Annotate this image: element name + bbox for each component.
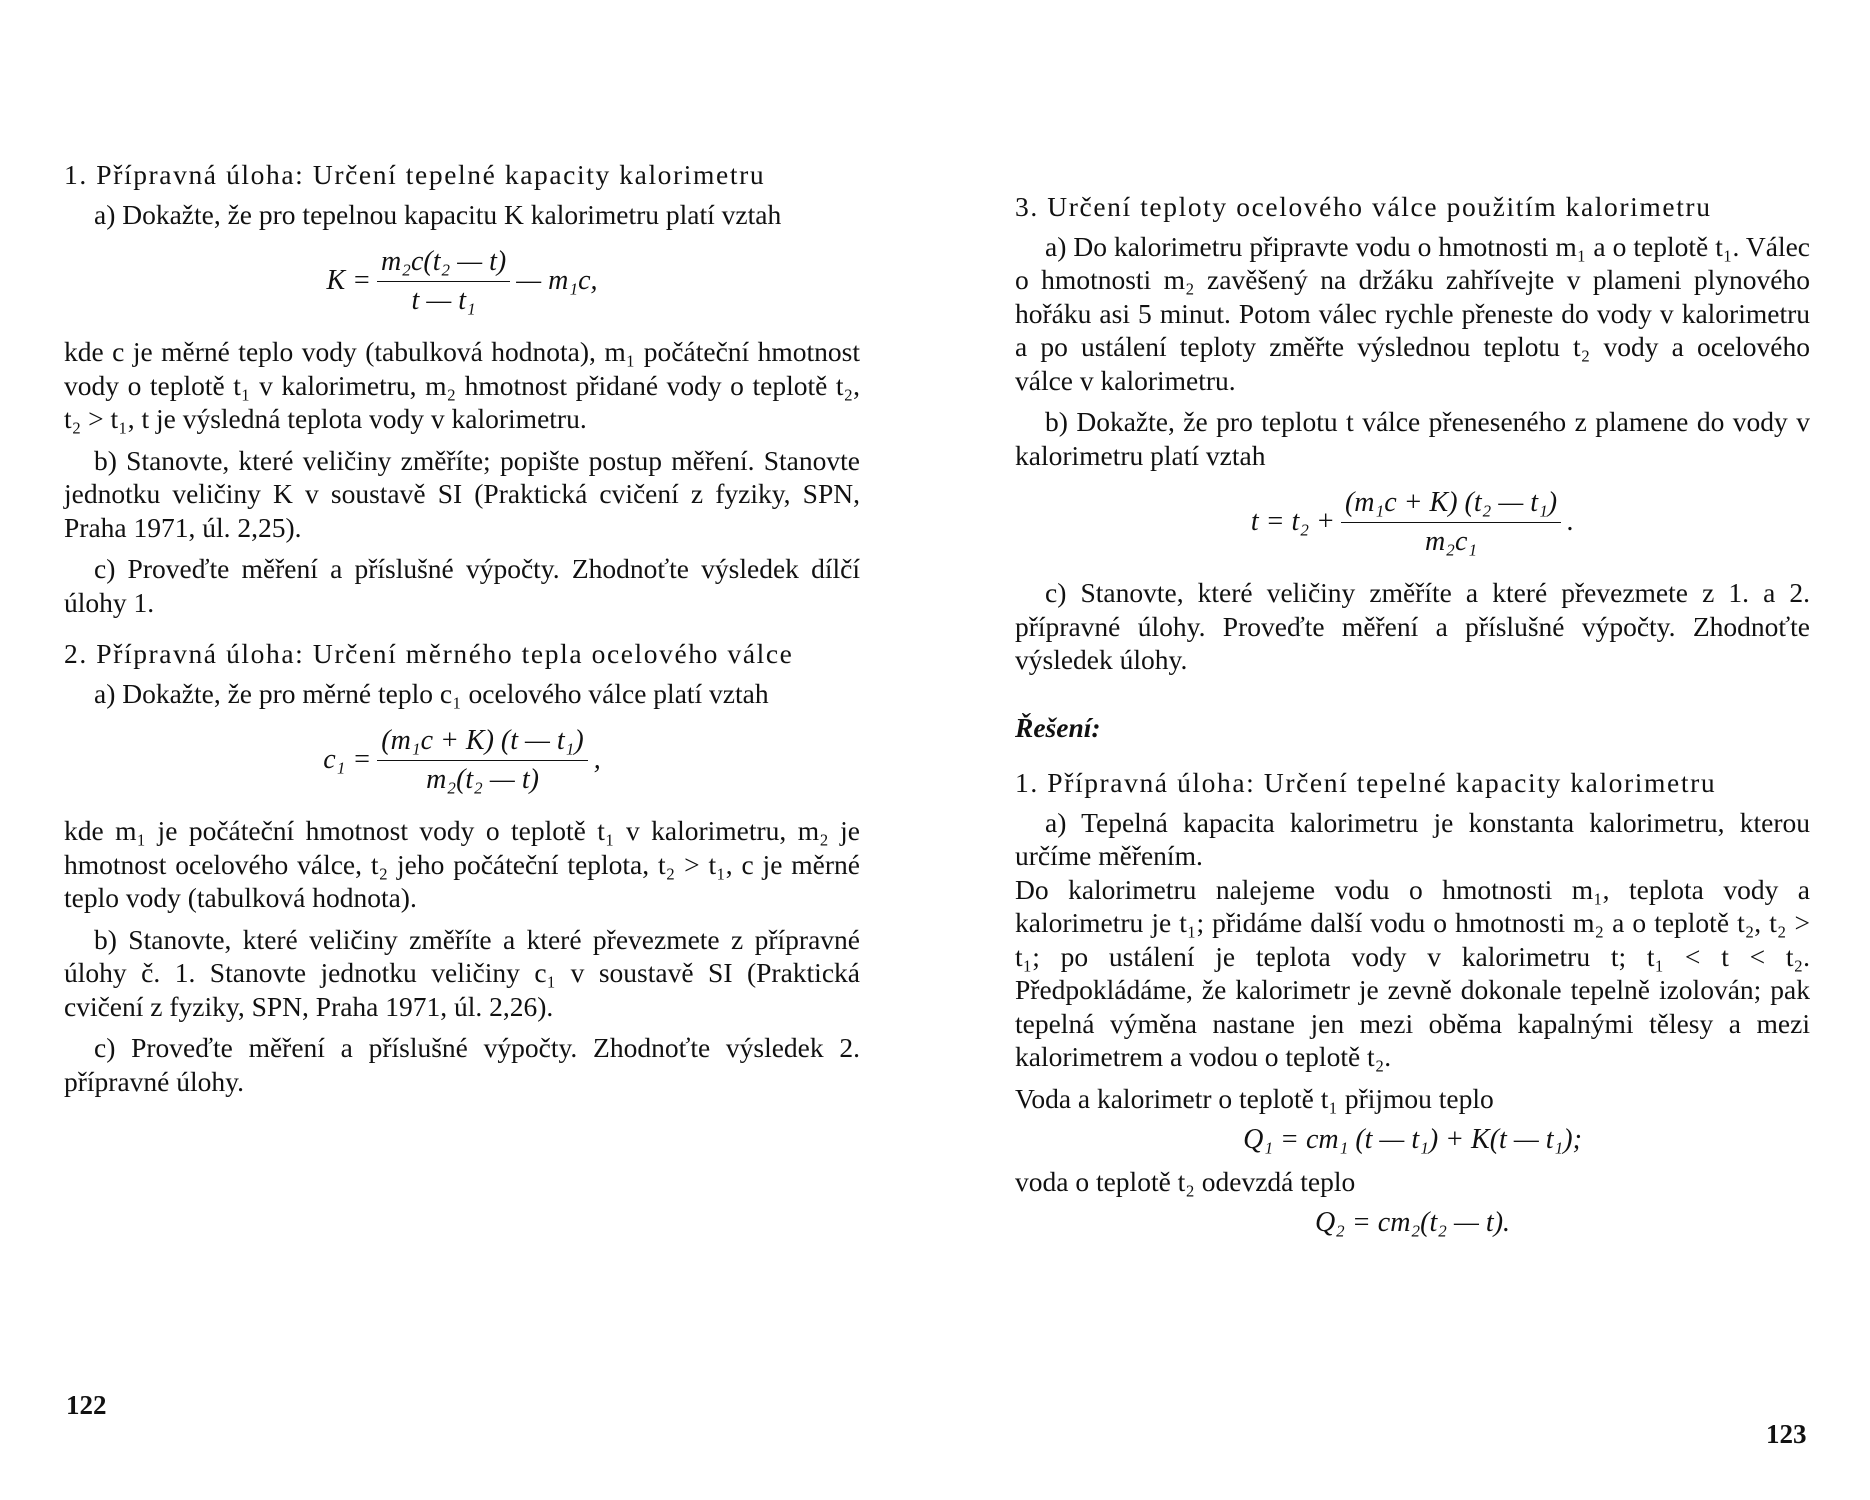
formula-t	[1015, 486, 1810, 558]
solution1-part-a: a) Tepelná kapacita kalorimetru je konstanta kalorimetru, kterou určíme měřením.	[1015, 806, 1810, 871]
formula-q2	[1015, 1206, 1810, 1240]
formula-t-rhs: .	[1567, 506, 1575, 538]
formula-k-fraction	[377, 245, 510, 317]
solution1-text: Do kalorimetru nalejeme vodu o hmotnosti m₁, teplota vody a kalorimetru je t₁; přidáme další vodu o hmotnosti m₂ a o teplotě t₂, t₂ > t₁; po ustálení je teplota vody v kalorimetru t; t₁ < t < t₂. Předpokládáme, že kalorimetr je zevně dokonale tepelně izolován; pak tepelná výměna nastane jen mezi oběma kapalnými tělesy a mezi kalorimetrem a vodou o teplotě t₂.	[1015, 873, 1810, 1072]
formula-t-denominator: m₂c₁	[1424, 525, 1478, 557]
formula-q1	[1015, 1123, 1810, 1157]
page-number-right: 123	[1766, 1419, 1807, 1449]
formula-c1-denominator: m₂(t₂ — t)	[426, 763, 539, 795]
formula-c1-lhs: c₁ =	[323, 744, 372, 776]
task1-part-c: c) Proveďte měření a příslušné výpočty. Zhodnoťte výsledek dílčí úlohy 1.	[64, 553, 860, 618]
formula-t-numerator: (m₁c + K) (t₂ — t₁)	[1341, 486, 1561, 523]
task3-heading: 3. Určení teploty ocelového válce použitím kalorimetru	[1015, 191, 1712, 222]
solution1-q1-intro: Voda a kalorimetr o teplotě t₁ přijmou teplo	[1015, 1082, 1494, 1114]
task2-part-b: b) Stanovte, které veličiny změříte a které převezmete z přípravné úlohy č. 1. Stanovte jednotku veličiny c₁ v soustavě SI (Praktická cvičení z fyziky, SPN, Praha 1971, úl. 2,26).	[64, 923, 860, 1022]
formula-q2-text: Q₂ = cm₂(t₂ — t).	[1314, 1207, 1511, 1238]
task1-explanation: kde c je měrné teplo vody (tabulková hodnota), m₁ počáteční hmotnost vody o teplotě t₁ v kalorimetru, m₂ hmotnost přidané vody o teplotě t₂, t₂ > t₁, t je výsledná teplota vody v kalorimetru.	[64, 336, 860, 434]
task3-part-a: a) Do kalorimetru připravte vodu o hmotnosti m₁ a o teplotě t₁. Válec o hmotnosti m₂ zavěšený na držáku zahřívejte v plameni plynového hořáku asi 5 minut. Potom válec rychle přeneste do vody v kalorimetru a po ustálení teploty změřte výslednou teplotu t₂ vody a ocelového válce v kalorimetru.	[1015, 230, 1810, 396]
formula-c1-rhs: ,	[593, 744, 601, 776]
task2-part-c: c) Proveďte měření a příslušné výpočty. Zhodnoťte výsledek 2. přípravné úlohy.	[64, 1032, 860, 1097]
formula-c1-fraction	[377, 724, 587, 796]
formula-t-fraction	[1341, 486, 1561, 558]
formula-k-rhs: — m₁c,	[516, 265, 598, 297]
formula-c1-numerator: (m₁c + K) (t — t₁)	[377, 724, 587, 761]
task3-part-b: b) Dokažte, že pro teplotu t válce přeneseného z plamene do vody v kalorimetru platí vztah	[1015, 406, 1810, 471]
task2-heading: 2. Přípravná úloha: Určení měrného tepla ocelového válce	[64, 638, 794, 669]
task1-heading: 1. Přípravná úloha: Určení tepelné kapacity kalorimetru	[64, 159, 766, 190]
formula-k-lhs: K =	[326, 265, 372, 297]
formula-k-numerator: m₂c(t₂ — t)	[377, 245, 510, 282]
formula-t-lhs: t = t₂ +	[1250, 506, 1335, 538]
right-column	[1015, 190, 1810, 1248]
right-page	[935, 0, 1870, 1500]
formula-k-denominator: t — t₁	[411, 284, 476, 316]
task3-part-c: c) Stanovte, které veličiny změříte a které převezmete z 1. a 2. přípravné úlohy. Proveďte měření a příslušné výpočty. Zhodnoťte výsledek úlohy.	[1015, 577, 1810, 675]
task1-part-b: b) Stanovte, které veličiny změříte; popište postup měření. Stanovte jednotku veličiny K v soustavě SI (Praktická cvičení z fyziky, SPN, Praha 1971, úl. 2,25).	[64, 444, 860, 543]
formula-c1	[64, 724, 860, 796]
task1-part-a: a) Dokažte, že pro tepelnou kapacitu K kalorimetru platí vztah	[94, 198, 782, 230]
solution1-heading: 1. Přípravná úloha: Určení tepelné kapacity kalorimetru	[1015, 767, 1717, 798]
task2-part-a: a) Dokažte, že pro měrné teplo c₁ ocelového válce platí vztah	[94, 677, 769, 709]
left-column	[64, 158, 860, 1106]
formula-q1-text: Q₁ = cm₁ (t — t₁) + K(t — t₁);	[1243, 1124, 1582, 1155]
task2-explanation: kde m₁ je počáteční hmotnost vody o teplotě t₁ v kalorimetru, m₂ je hmotnost ocelového válce, t₂ jeho počáteční teplota, t₂ > t₁, c je měrné teplo vody (tabulková hodnota).	[64, 815, 860, 913]
page-number-left: 122	[66, 1390, 107, 1420]
solution-heading: Řešení:	[1015, 711, 1101, 743]
formula-k	[64, 245, 860, 317]
solution1-q2-intro: voda o teplotě t₂ odevzdá teplo	[1015, 1165, 1356, 1197]
